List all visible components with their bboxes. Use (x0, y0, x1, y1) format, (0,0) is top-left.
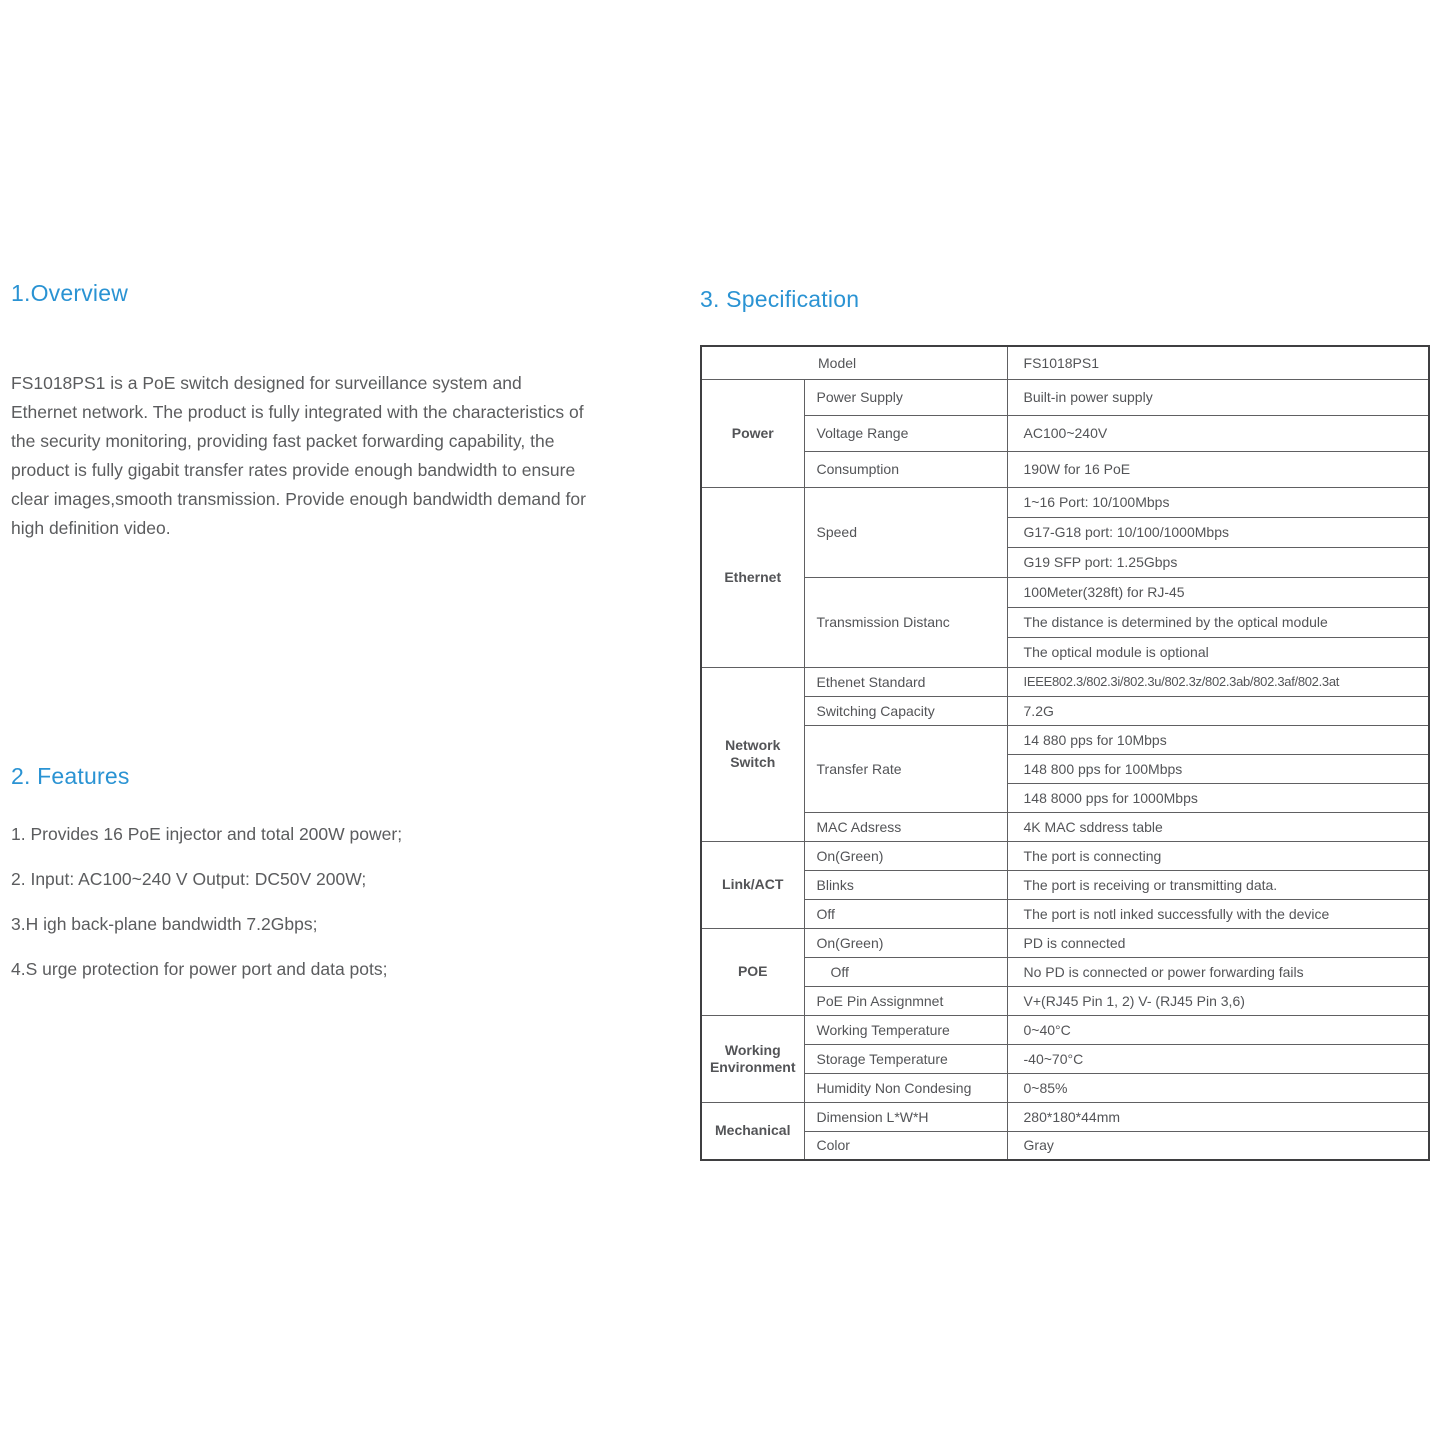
spec-value-cell: 14 880 pps for 10Mbps (1007, 725, 1429, 754)
spec-attribute-cell: PoE Pin Assignmnet (804, 986, 1007, 1015)
spec-attribute-cell: Storage Temperature (804, 1044, 1007, 1073)
spec-value-cell: 148 8000 pps for 1000Mbps (1007, 783, 1429, 812)
spec-value-cell: The distance is determined by the optical module (1007, 607, 1429, 637)
table-row (701, 870, 1429, 899)
table-row (701, 1102, 1429, 1131)
spec-value-cell: The port is receiving or transmitting data. (1007, 870, 1429, 899)
spec-value-cell: FS1018PS1 (1007, 346, 1429, 379)
spec-value-cell: 0~40°C (1007, 1015, 1429, 1044)
spec-attribute-cell: Voltage Range (804, 415, 1007, 451)
spec-value-cell: 280*180*44mm (1007, 1102, 1429, 1131)
spec-value-cell: -40~70°C (1007, 1044, 1429, 1073)
table-row (701, 841, 1429, 870)
spec-category-cell: POE (701, 928, 804, 1015)
spec-value-cell: The optical module is optional (1007, 637, 1429, 667)
table-row (701, 1015, 1429, 1044)
spec-attribute-cell: Speed (804, 487, 1007, 577)
spec-attribute-cell: MAC Adsress (804, 812, 1007, 841)
spec-value-cell: 7.2G (1007, 696, 1429, 725)
overview-paragraph: FS1018PS1 is a PoE switch designed for surveillance system and Ethernet network. The product is fully integrated with the characteristics of the security monitoring, providing fast packet forwarding capability, the product is fully gigabit transfer rates provide enough bandwidth to ensure clear images,smooth transmission. Provide enough bandwidth demand for high definition video. (11, 373, 586, 538)
spec-attribute-cell: Consumption (804, 451, 1007, 487)
table-row (701, 346, 1429, 379)
feature-item: 4.S urge protection for power port and data pots; (11, 959, 388, 979)
table-row (701, 957, 1429, 986)
table-row (701, 1073, 1429, 1102)
specification-section (700, 286, 1432, 1161)
table-row (701, 725, 1429, 754)
features-section (11, 763, 589, 1004)
spec-value-cell: Built-in power supply (1007, 379, 1429, 415)
spec-value-cell: 0~85% (1007, 1073, 1429, 1102)
spec-value-cell: G19 SFP port: 1.25Gbps (1007, 547, 1429, 577)
spec-attribute-cell: Off (804, 899, 1007, 928)
spec-value-cell: The port is connecting (1007, 841, 1429, 870)
table-row (701, 379, 1429, 415)
spec-attribute-cell: Transmission Distanc (804, 577, 1007, 667)
spec-attribute-cell: Transfer Rate (804, 725, 1007, 812)
table-row (701, 1131, 1429, 1160)
spec-attribute-cell: Dimension L*W*H (804, 1102, 1007, 1131)
table-row (701, 899, 1429, 928)
table-row (701, 487, 1429, 517)
spec-value-cell: 4K MAC sddress table (1007, 812, 1429, 841)
specification-heading: 3. Specification (700, 286, 860, 312)
features-list (11, 824, 589, 979)
spec-attribute-cell: Ethenet Standard (804, 667, 1007, 696)
features-heading: 2. Features (11, 763, 130, 789)
spec-table (700, 345, 1430, 1161)
spec-category-cell: Link/ACT (701, 841, 804, 928)
spec-value-cell: PD is connected (1007, 928, 1429, 957)
overview-section (11, 280, 589, 543)
spec-value-cell: Gray (1007, 1131, 1429, 1160)
spec-value-cell: 190W for 16 PoE (1007, 451, 1429, 487)
spec-attribute-cell: Color (804, 1131, 1007, 1160)
spec-attribute-cell: On(Green) (804, 841, 1007, 870)
spec-value-cell: 148 800 pps for 100Mbps (1007, 754, 1429, 783)
spec-value-cell: G17-G18 port: 10/100/1000Mbps (1007, 517, 1429, 547)
table-row (701, 696, 1429, 725)
spec-attribute-cell: Humidity Non Condesing (804, 1073, 1007, 1102)
spec-value-cell: IEEE802.3/802.3i/802.3u/802.3z/802.3ab/802.3af/802.3at (1007, 667, 1429, 696)
table-row (701, 415, 1429, 451)
spec-category-cell: Mechanical (701, 1102, 804, 1160)
spec-category-cell: Working Environment (701, 1015, 804, 1102)
overview-heading: 1.Overview (11, 280, 129, 306)
spec-attribute-cell: Switching Capacity (804, 696, 1007, 725)
spec-attribute-cell: Model (701, 346, 1007, 379)
table-row (701, 1044, 1429, 1073)
spec-value-cell: 1~16 Port: 10/100Mbps (1007, 487, 1429, 517)
spec-value-cell: AC100~240V (1007, 415, 1429, 451)
spec-attribute-cell: On(Green) (804, 928, 1007, 957)
table-row (701, 986, 1429, 1015)
spec-value-cell: The port is notl inked successfully with the device (1007, 899, 1429, 928)
spec-attribute-cell: Off (804, 957, 1007, 986)
spec-value-cell: No PD is connected or power forwarding fails (1007, 957, 1429, 986)
feature-item: 3.H igh back-plane bandwidth 7.2Gbps; (11, 914, 318, 934)
spec-value-cell: V+(RJ45 Pin 1, 2) V- (RJ45 Pin 3,6) (1007, 986, 1429, 1015)
table-row (701, 577, 1429, 607)
table-row (701, 812, 1429, 841)
spec-attribute-cell: Power Supply (804, 379, 1007, 415)
spec-attribute-cell: Working Temperature (804, 1015, 1007, 1044)
spec-value-cell: 100Meter(328ft) for RJ-45 (1007, 577, 1429, 607)
spec-category-cell: Power (701, 379, 804, 487)
feature-item: 2. Input: AC100~240 V Output: DC50V 200W; (11, 869, 367, 889)
table-row (701, 928, 1429, 957)
spec-category-cell: Ethernet (701, 487, 804, 667)
feature-item: 1. Provides 16 PoE injector and total 200W power; (11, 824, 403, 844)
spec-attribute-cell: Blinks (804, 870, 1007, 899)
table-row (701, 451, 1429, 487)
spec-category-cell: Network Switch (701, 667, 804, 841)
table-row (701, 667, 1429, 696)
